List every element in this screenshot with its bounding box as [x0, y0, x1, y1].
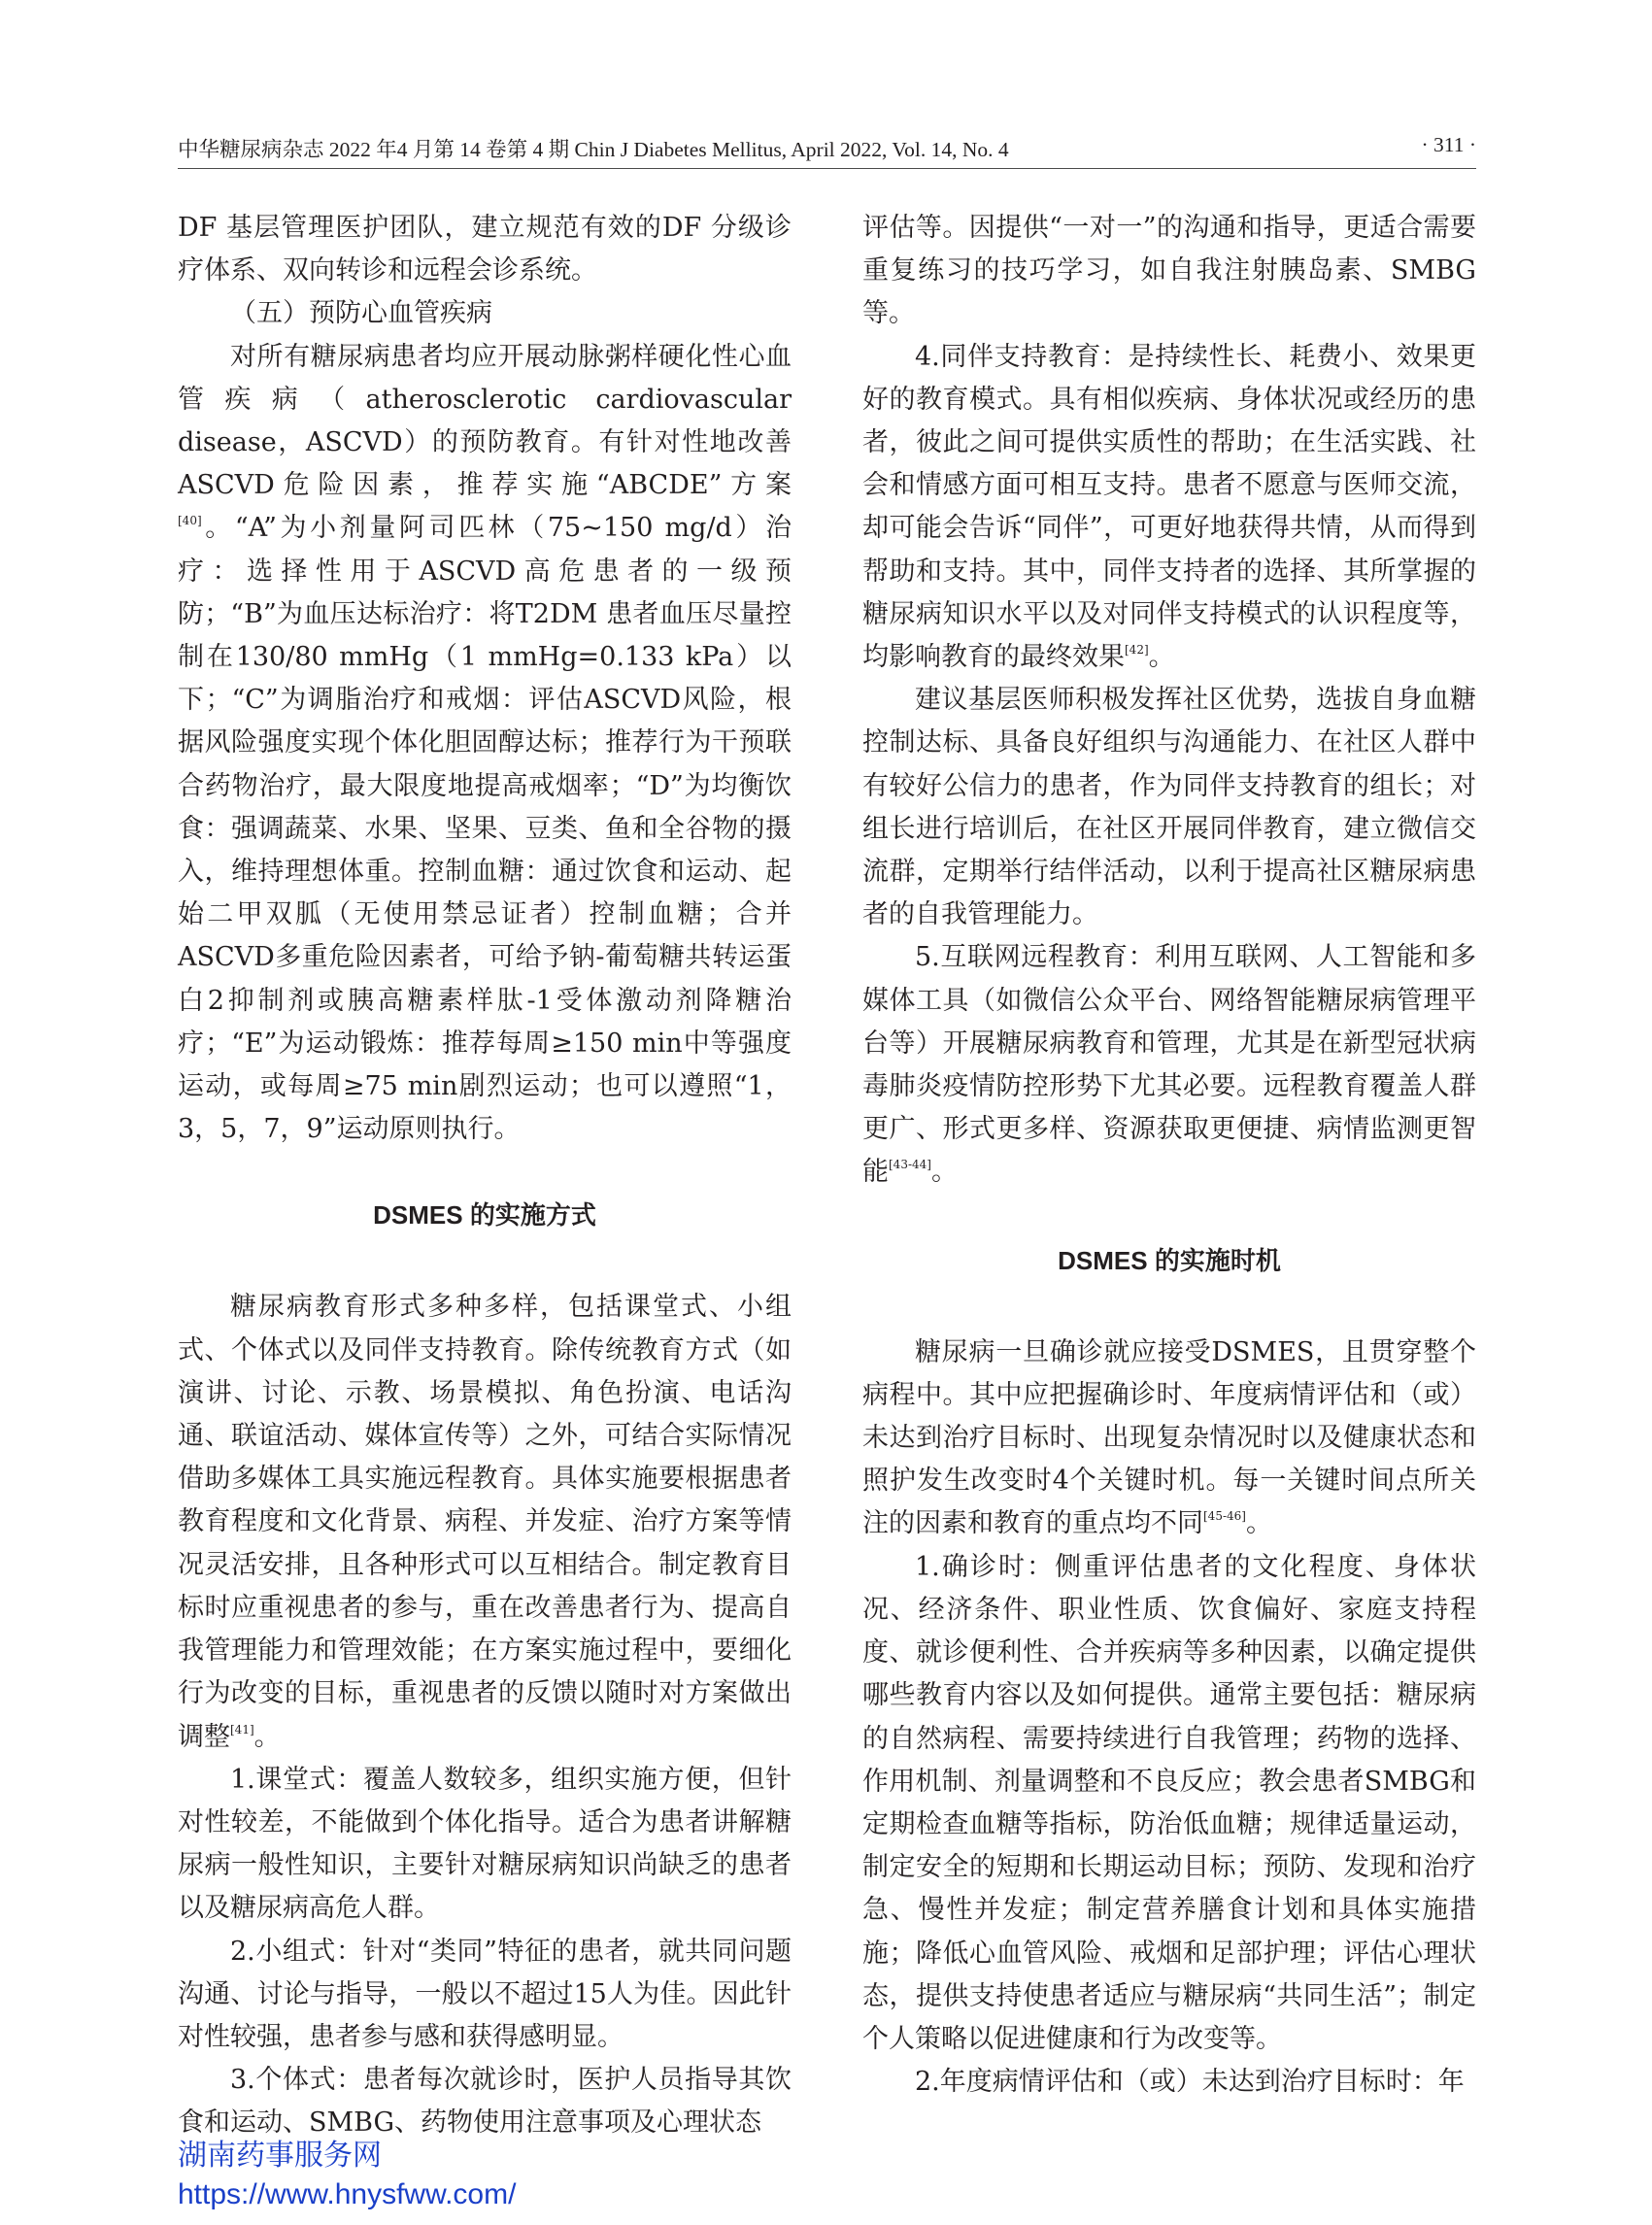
paragraph: 建议基层医师积极发挥社区优势，选拔自身血糖控制达标、具备良好组织与沟通能力、在社区人群中有较好公信力的患者，作为同伴支持教育的组长；对组长进行培训后，在社区开展同伴教育，建立微信交流群，定期举行结伴活动，以利于提高社区糖尿病患者的自我管理能力。	[862, 685, 1476, 930]
section-title: DSMES 的实施方式	[373, 1200, 596, 1230]
paragraph	[178, 336, 792, 1152]
journal-citation: 中华糖尿病杂志 2022 年4 月第 14 卷第 4 期 Chin J Diabetes Mellitus, April 2022, Vol. 14, No. 4	[178, 138, 1009, 161]
paragraph: 2.年度病情评估和（或）未达到治疗目标时：年	[915, 2067, 1465, 2098]
reference-marker[interactable]: [40]	[178, 514, 202, 528]
watermark-url-link[interactable]: https://www.hnysfww.com/	[178, 2178, 517, 2210]
watermark	[178, 2137, 516, 2214]
paragraph-text: 5.互联网远程教育：利用互联网、人工智能和多媒体工具（如微信公众平台、网络智能糖尿病管理平台等）开展糖尿病教育和管理，尤其是在新型冠状病毒肺炎疫情防控形势下尤其必要。远程教育覆盖人群更广、形式更多样、资源获取更便捷、病情监测更智能	[862, 942, 1476, 1188]
paragraph-text: 。	[1245, 1508, 1272, 1539]
paragraph-text: 糖尿病一旦确诊就应接受DSMES，且贯穿整个病程中。其中应把握确诊时、年度病情评估和（或）未达到治疗目标时、出现复杂情况时以及健康状态和照护发生改变时4个关键时机。每一关键时间点所关注的因素和教育的重点均不同	[862, 1336, 1476, 1539]
paragraph-text: 。“A”为小剂量阿司匹林（75~150 mg/d）治疗：选择性用于ASCVD高危患者的一级预防；“B”为血压达标治疗：将T2DM 患者血压尽量控制在130/80 mmHg（1 mmHg=0.133 kPa）以下；“C”为调脂治疗和戒烟：评估ASCVD风险，根据风险强度实现个体化胆固醇达标；推荐行为干预联合药物治疗，最大限度地提高戒烟率；“D”为均衡饮食：强调蔬菜、水果、坚果、豆类、鱼和全谷物的摄入，维持理想体重。控制血糖：通过饮食和运动、起始二甲双胍（无使用禁忌证者）控制血糖；合并ASCVD多重危险因素者，可给予钠-葡萄糖共转运蛋白2抑制剂或胰高糖素样肽-1受体激动剂降糖治疗；“E”为运动锻炼：推荐每周≥150 min中等强度运动，或每周≥75 min剧烈运动；也可以遵照“1，3，5，7，9”运动原则执行。	[178, 513, 792, 1145]
paragraph: 1.课堂式：覆盖人数较多，组织实施方便，但针对性较差，不能做到个体化指导。适合为患者讲解糖尿病一般性知识，主要针对糖尿病知识尚缺乏的患者以及糖尿病高危人群。	[178, 1764, 792, 1924]
paragraph	[862, 936, 1476, 1194]
right-column	[862, 207, 1476, 2104]
paragraph: 2.小组式：针对“类同”特征的患者，就共同问题沟通、讨论与指导，一般以不超过15人为佳。因此针对性较强，患者参与感和获得感明显。	[178, 1936, 792, 2052]
paragraph	[862, 336, 1476, 680]
subsection-heading: （五）预防心血管疾病	[230, 298, 492, 329]
paragraph: 3.个体式：患者每次就诊时，医护人员指导其饮食和运动、SMBG、药物使用注意事项及心理状态	[178, 2065, 792, 2139]
watermark-site-name: 湖南药事服务网	[178, 2140, 382, 2172]
paragraph: DF 基层管理医护团队，建立规范有效的DF 分级诊疗体系、双向转诊和远程会诊系统。	[178, 213, 792, 287]
paragraph-text: 对所有糖尿病患者均应开展动脉粥样硬化性心血管疾病（atherosclerotic cardiovascular disease，ASCVD）的预防教育。有针对性地改善ASCVD危险因素，推荐实施“ABCDE”方案	[178, 341, 792, 501]
paragraph-text: 。	[1148, 642, 1175, 673]
page-number: · 311 ·	[1421, 133, 1476, 156]
section-title: DSMES 的实施时机	[1058, 1245, 1281, 1275]
paragraph-text: 糖尿病教育形式多种多样，包括课堂式、小组式、个体式以及同伴支持教育。除传统教育方式（如演讲、讨论、示教、场景模拟、角色扮演、电话沟通、联谊活动、媒体宣传等）之外，可结合实际情况借助多媒体工具实施远程教育。具体实施要根据患者教育程度和文化背景、病程、并发症、治疗方案等情况灵活安排，且各种形式可以互相结合。制定教育目标时应重视患者的参与，重在改善患者行为、提高自我管理能力和管理效能；在方案实施过程中，要细化行为改变的目标，重视患者的反馈以随时对方案做出调整	[178, 1292, 792, 1752]
left-column	[178, 207, 792, 2145]
paragraph-text: 4.同伴支持教育：是持续性长、耗费小、效果更好的教育模式。具有相似疾病、身体状况或经历的患者，彼此之间可提供实质性的帮助；在生活实践、社会和情感方面可相互支持。患者不愿意与医师交流，却可能会告诉“同伴”，可更好地获得共情，从而得到帮助和支持。其中，同伴支持者的选择、其所掌握的糖尿病知识水平以及对同伴支持模式的认识程度等，均影响教育的最终效果	[862, 341, 1476, 673]
paragraph	[178, 1286, 792, 1758]
paragraph-text: 。	[253, 1721, 281, 1752]
reference-marker[interactable]: [41]	[230, 1722, 254, 1736]
paragraph	[862, 1332, 1476, 1546]
reference-marker[interactable]: [42]	[1125, 643, 1149, 657]
reference-marker[interactable]: [45-46]	[1203, 1509, 1246, 1524]
paragraph: 1.确诊时：侧重评估患者的文化程度、身体状况、经济条件、职业性质、饮食偏好、家庭支持程度、就诊便利性、合并疾病等多种因素，以确定提供哪些教育内容以及如何提供。通常主要包括：糖尿病的自然病程、需要持续进行自我管理；药物的选择、作用机制、剂量调整和不良反应；教会患者SMBG和定期检查血糖等指标，防治低血糖；规律适量运动，制定安全的短期和长期运动目标；预防、发现和治疗急、慢性并发症；制定营养膳食计划和具体实施措施；降低心血管风险、戒烟和足部护理；评估心理状态，提供支持使患者适应与糖尿病“共同生活”；制定个人策略以促进健康和行为改变等。	[862, 1551, 1476, 2054]
paragraph-text: 。	[930, 1157, 958, 1188]
paragraph: 评估等。因提供“一对一”的沟通和指导，更适合需要重复练习的技巧学习，如自我注射胰岛素、SMBG等。	[862, 213, 1476, 329]
running-header	[178, 129, 1476, 169]
reference-marker[interactable]: [43-44]	[889, 1158, 931, 1172]
